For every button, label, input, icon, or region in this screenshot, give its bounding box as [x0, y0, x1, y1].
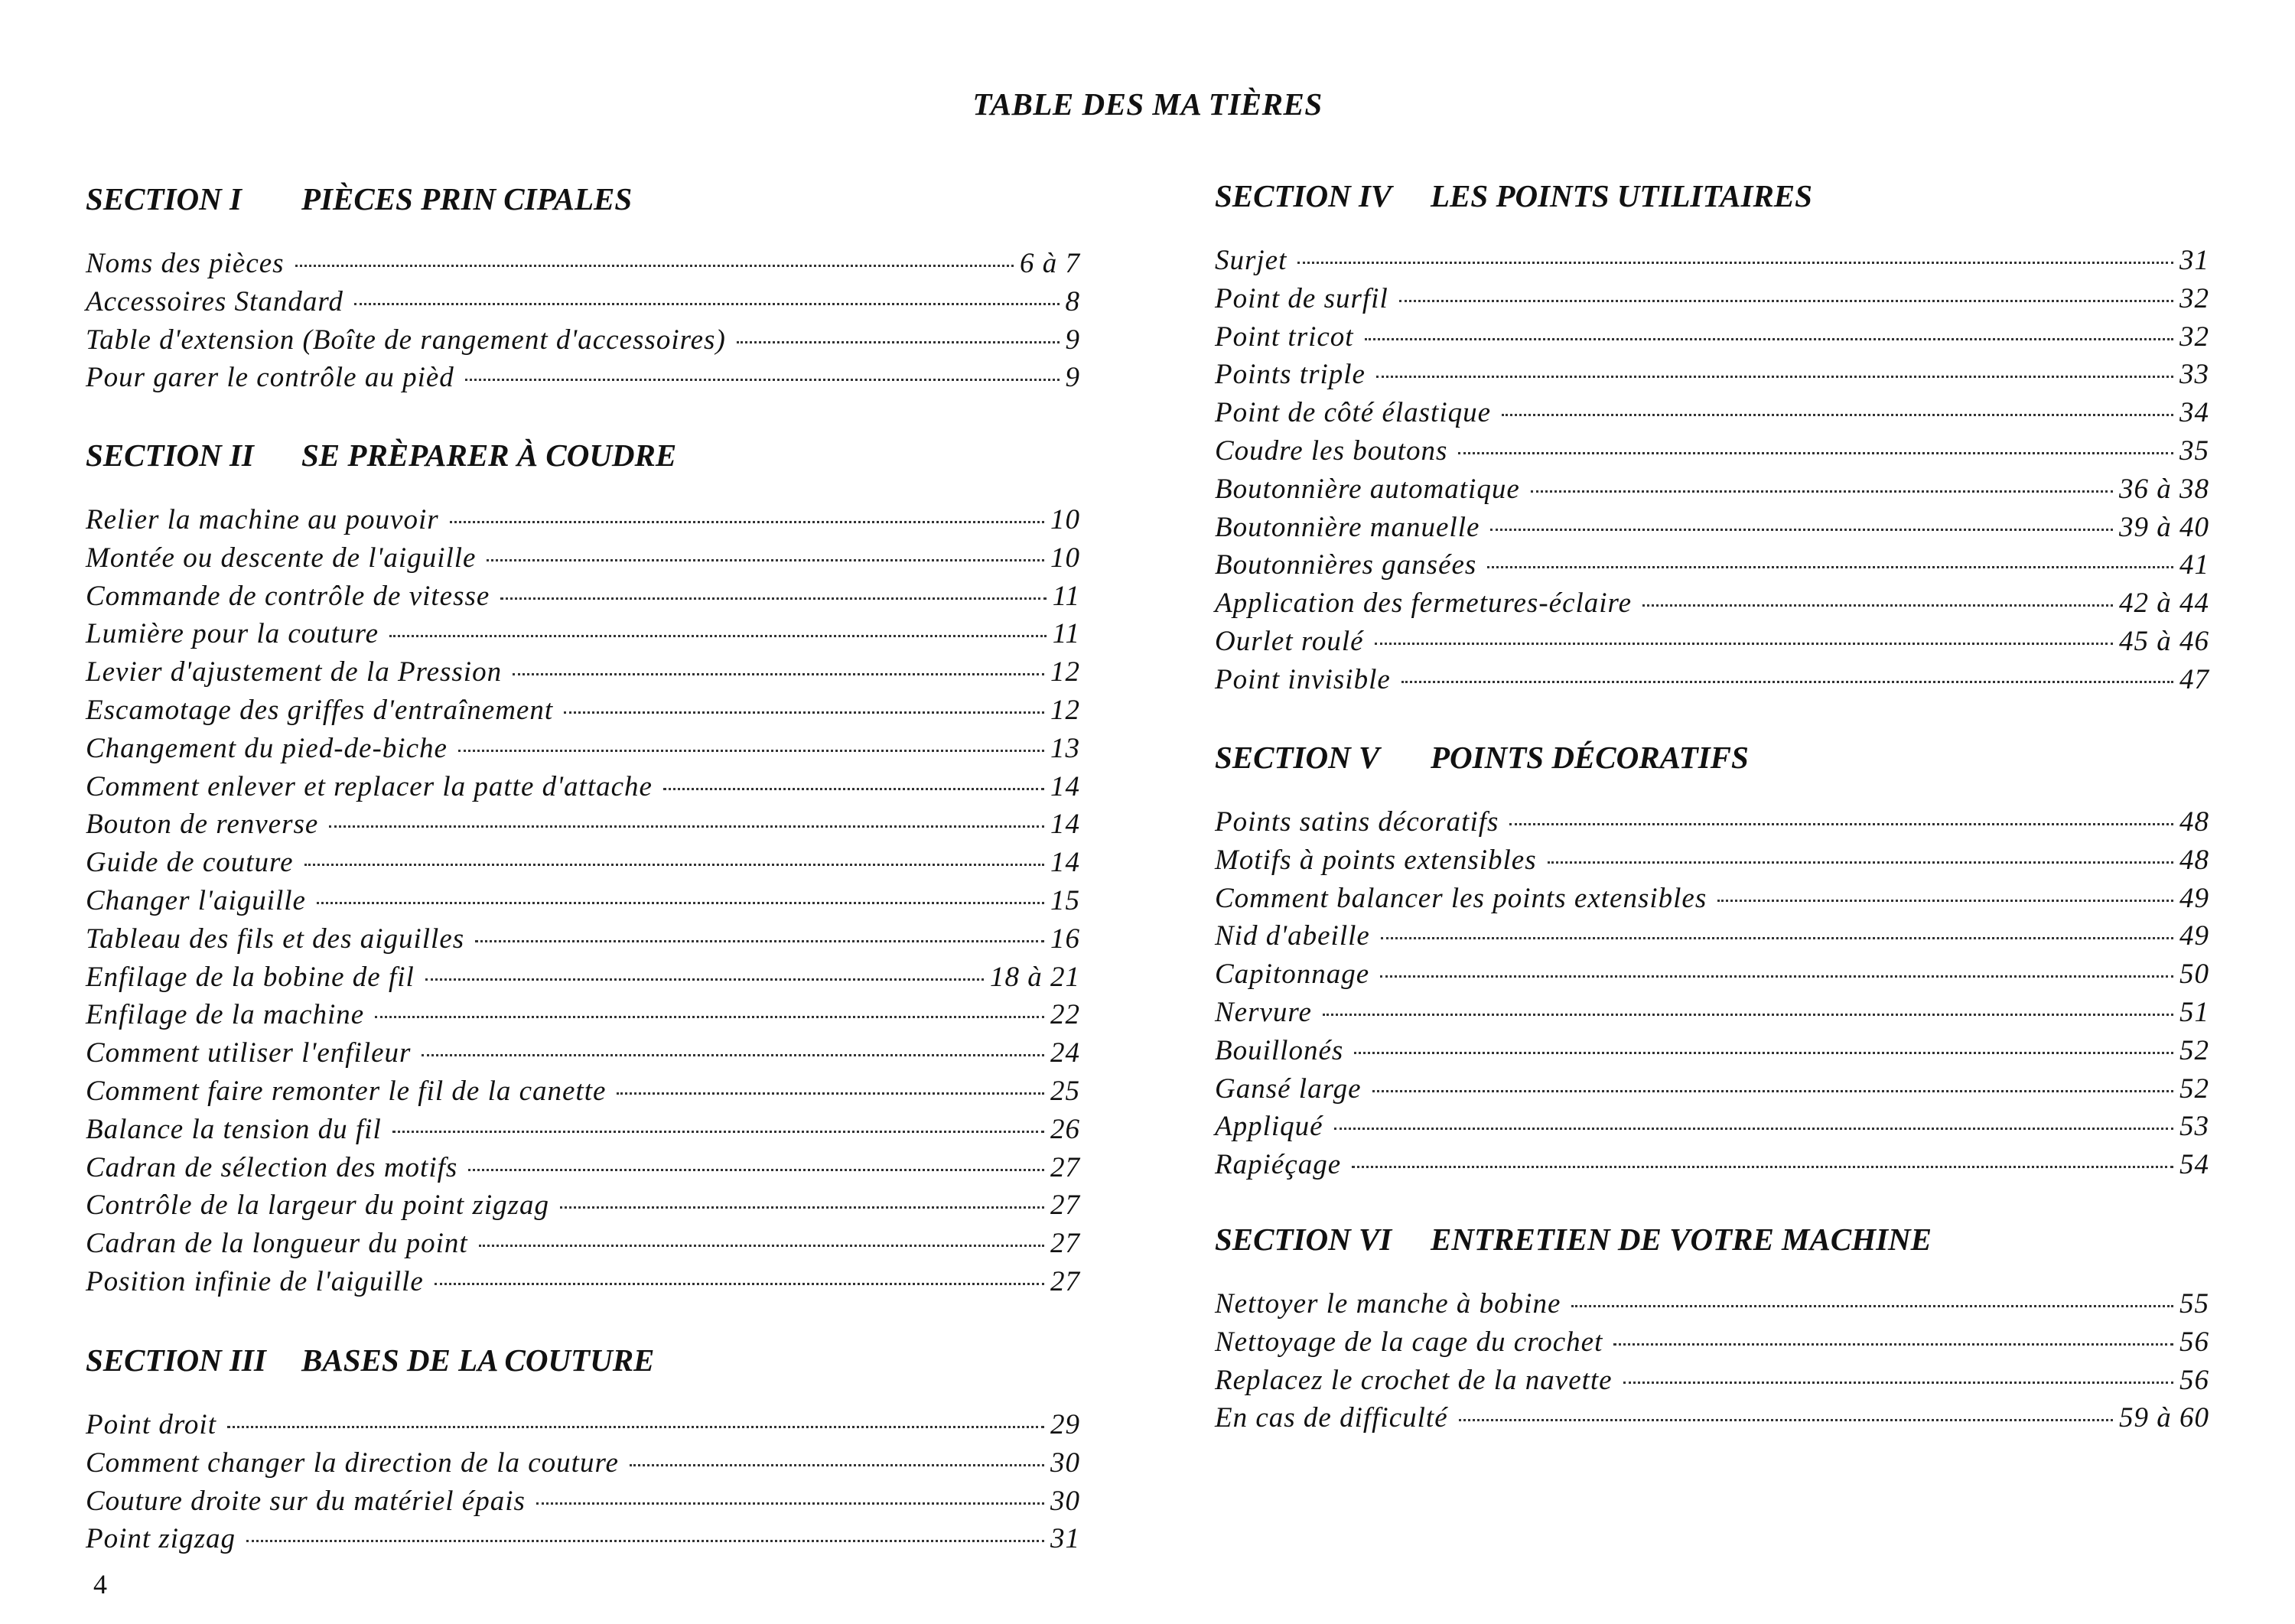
entry-title: Escamotage des griffes d'entraînement — [86, 694, 554, 726]
entry-page-number: 32 — [2179, 282, 2209, 314]
dot-leader — [389, 635, 1047, 637]
entry-title: Enfilage de la machine — [86, 999, 365, 1031]
dot-leader — [295, 265, 1014, 267]
section-number: SECTION III — [86, 1342, 266, 1378]
toc-entry — [1215, 1032, 2209, 1070]
section-number: SECTION II — [86, 438, 254, 473]
toc-entry — [1215, 280, 2209, 318]
toc-entry-list — [1215, 1285, 2209, 1437]
section-heading — [86, 1337, 1080, 1383]
section-heading — [1215, 1216, 2209, 1262]
toc-entry — [86, 1520, 1080, 1558]
dot-leader — [1297, 262, 2173, 264]
entry-title: Point invisible — [1215, 663, 1391, 695]
entry-page-number: 29 — [1050, 1409, 1080, 1440]
toc-entry — [86, 920, 1080, 958]
entry-title: Noms des pièces — [86, 248, 285, 279]
toc-entry-list — [1215, 242, 2209, 699]
entry-title: Point zigzag — [86, 1523, 236, 1555]
dot-leader — [1487, 566, 2173, 568]
dot-leader — [1642, 604, 2113, 607]
entry-page-number: 26 — [1050, 1113, 1080, 1145]
entry-page-number: 15 — [1050, 884, 1080, 916]
toc-entry — [86, 1406, 1080, 1444]
entry-title: Table d'extension (Boîte de rangement d'accessoires) — [86, 324, 726, 356]
entry-title: Balance la tension du fil — [86, 1113, 382, 1145]
entry-page-number: 14 — [1050, 770, 1080, 802]
entry-title: Gansé large — [1215, 1072, 1362, 1105]
entry-title: En cas de difficulté — [1215, 1402, 1448, 1434]
entry-page-number: 56 — [2179, 1364, 2209, 1396]
toc-entry — [86, 501, 1080, 539]
toc-entry — [86, 1034, 1080, 1072]
entry-page-number: 33 — [2179, 359, 2209, 391]
dot-leader — [560, 1206, 1044, 1209]
entry-page-number: 11 — [1052, 580, 1080, 612]
toc-entry — [86, 958, 1080, 997]
toc-entry — [86, 615, 1080, 653]
toc-entry — [86, 1111, 1080, 1149]
toc-entry — [86, 1482, 1080, 1521]
dot-leader — [1352, 1166, 2173, 1168]
toc-entry — [1215, 432, 2209, 470]
entry-title: Position infinie de l'aiguille — [86, 1265, 424, 1297]
toc-entry — [86, 882, 1080, 920]
entry-page-number: 13 — [1050, 732, 1080, 764]
entry-title: Contrôle de la largeur du point zigzag — [86, 1190, 550, 1222]
entry-page-number: 32 — [2179, 321, 2209, 353]
entry-page-number: 25 — [1050, 1075, 1080, 1107]
entry-page-number: 8 — [1065, 285, 1080, 317]
toc-entry — [1215, 623, 2209, 661]
dot-leader — [475, 940, 1044, 942]
dot-leader — [1717, 900, 2173, 902]
toc-section — [86, 176, 1080, 397]
entry-title: Enfilage de la bobine de fil — [86, 961, 415, 993]
toc-entry — [86, 1263, 1080, 1301]
entry-title: Cadran de sélection des motifs — [86, 1151, 458, 1183]
toc-entry-list — [86, 1406, 1080, 1558]
dot-leader — [1334, 1128, 2173, 1130]
dot-leader — [375, 1016, 1044, 1018]
entry-title: Comment changer la direction de la couture — [86, 1447, 619, 1479]
toc-entry — [1215, 917, 2209, 955]
entry-title: Cadran de la longueur du point — [86, 1228, 468, 1260]
toc-entry — [86, 245, 1080, 283]
entry-page-number: 30 — [1050, 1485, 1080, 1517]
section-number: SECTION V — [1215, 740, 1380, 775]
entry-title: Comment utiliser l'enfileur — [86, 1037, 412, 1069]
dot-leader — [1380, 975, 2173, 978]
entry-title: Point tricot — [1215, 321, 1354, 353]
section-heading — [1215, 734, 2209, 780]
entry-title: Application des fermetures-éclaire — [1215, 587, 1633, 620]
entry-title: Bouillonés — [1215, 1034, 1344, 1066]
entry-title: Appliqué — [1215, 1111, 1323, 1143]
entry-page-number: 14 — [1050, 809, 1080, 841]
dot-leader — [1623, 1382, 2173, 1384]
entry-title: Motifs à points extensibles — [1215, 844, 1537, 876]
toc-entry — [1215, 470, 2209, 509]
entry-title: Points triple — [1215, 359, 1366, 391]
toc-section — [1215, 173, 2209, 699]
toc-entry — [1215, 546, 2209, 584]
page-number: 4 — [93, 1569, 107, 1600]
entry-page-number: 24 — [1050, 1037, 1080, 1069]
toc-entry — [86, 283, 1080, 321]
entry-page-number: 42 à 44 — [2119, 587, 2209, 620]
dot-leader — [1372, 1090, 2173, 1092]
entry-page-number: 18 à 21 — [990, 961, 1080, 993]
toc-entry — [1215, 1285, 2209, 1323]
dot-leader — [1548, 861, 2173, 864]
dot-leader — [450, 521, 1044, 523]
dot-leader — [246, 1540, 1044, 1542]
entry-page-number: 31 — [2179, 245, 2209, 276]
toc-entry — [1215, 1070, 2209, 1108]
entry-page-number: 41 — [2179, 549, 2209, 581]
entry-page-number: 47 — [2179, 663, 2209, 695]
entry-page-number: 27 — [1050, 1151, 1080, 1183]
dot-leader — [1509, 823, 2173, 825]
entry-page-number: 52 — [2179, 1072, 2209, 1105]
entry-page-number: 39 à 40 — [2119, 511, 2209, 543]
entry-page-number: 9 — [1065, 324, 1080, 356]
toc-entry — [86, 578, 1080, 616]
toc-entry — [1215, 880, 2209, 918]
entry-page-number: 45 à 46 — [2119, 625, 2209, 657]
dot-leader — [1376, 376, 2173, 378]
dot-leader — [737, 341, 1060, 343]
dot-leader — [513, 673, 1044, 675]
toc-entry — [1215, 994, 2209, 1032]
entry-title: Comment balancer les points extensibles — [1215, 882, 1707, 914]
entry-page-number: 59 à 60 — [2119, 1402, 2209, 1434]
entry-page-number: 48 — [2179, 806, 2209, 838]
toc-entry — [1215, 394, 2209, 432]
entry-page-number: 11 — [1052, 618, 1080, 650]
section-title: POINTS DÉCORATIFS — [1431, 740, 1749, 775]
entry-title: Replacez le crochet de la navette — [1215, 1364, 1613, 1396]
page-title: TABLE DES MA TIÈRES — [972, 86, 1323, 122]
toc-entry-list — [86, 245, 1080, 397]
entry-page-number: 31 — [1050, 1523, 1080, 1555]
toc-entry — [86, 768, 1080, 806]
dot-leader — [1458, 452, 2173, 454]
toc-entry — [1215, 841, 2209, 880]
toc-entry — [1215, 1108, 2209, 1146]
section-heading — [86, 176, 1080, 222]
dot-leader — [617, 1092, 1044, 1095]
dot-leader — [1365, 338, 2173, 340]
dot-leader — [392, 1131, 1044, 1133]
entry-title: Rapiéçage — [1215, 1149, 1342, 1181]
entry-page-number: 12 — [1050, 694, 1080, 726]
dot-leader — [329, 825, 1044, 828]
section-number: SECTION I — [86, 181, 242, 216]
entry-title: Changement du pied-de-biche — [86, 732, 448, 764]
entry-title: Point de côté élastique — [1215, 397, 1492, 429]
entry-page-number: 53 — [2179, 1111, 2209, 1143]
toc-entry — [86, 996, 1080, 1034]
dot-leader — [536, 1502, 1044, 1505]
dot-leader — [317, 902, 1044, 904]
entry-title: Boutonnières gansées — [1215, 549, 1477, 581]
entry-title: Couture droite sur du matériel épais — [86, 1485, 526, 1517]
entry-title: Nervure — [1215, 996, 1312, 1028]
entry-page-number: 34 — [2179, 397, 2209, 429]
section-heading — [86, 432, 1080, 478]
toc-section — [86, 1337, 1080, 1558]
toc-entry-list — [86, 501, 1080, 1301]
toc-entry — [1215, 584, 2209, 623]
toc-entry — [1215, 242, 2209, 280]
toc-entry — [86, 1149, 1080, 1187]
entry-title: Levier d'ajustement de la Pression — [86, 656, 503, 688]
toc-entry — [86, 844, 1080, 882]
toc-entry — [1215, 1362, 2209, 1400]
toc-entry — [86, 1225, 1080, 1263]
entry-title: Point de surfil — [1215, 282, 1388, 314]
dot-leader — [227, 1426, 1044, 1428]
entry-title: Comment enlever et replacer la patte d'attache — [86, 770, 653, 802]
dot-leader — [425, 978, 984, 981]
entry-page-number: 54 — [2179, 1149, 2209, 1181]
dot-leader — [435, 1283, 1044, 1285]
entry-page-number: 6 à 7 — [1020, 248, 1080, 279]
entry-page-number: 48 — [2179, 844, 2209, 876]
entry-title: Ourlet roulé — [1215, 625, 1364, 657]
section-number: SECTION VI — [1215, 1222, 1392, 1257]
entry-title: Pour garer le contrôle au pièd — [86, 362, 454, 394]
toc-entry — [86, 321, 1080, 360]
entry-title: Point droit — [86, 1409, 216, 1440]
entry-title: Changer l'aiguille — [86, 884, 306, 916]
entry-title: Surjet — [1215, 245, 1287, 276]
entry-page-number: 49 — [2179, 882, 2209, 914]
toc-entry — [86, 359, 1080, 397]
section-number: SECTION IV — [1215, 178, 1392, 213]
toc-entry — [1215, 318, 2209, 356]
entry-page-number: 22 — [1050, 999, 1080, 1031]
dot-leader — [1531, 490, 2113, 493]
entry-page-number: 36 à 38 — [2119, 473, 2209, 505]
entry-page-number: 50 — [2179, 958, 2209, 991]
dot-leader — [1381, 937, 2173, 939]
toc-entry — [1215, 356, 2209, 394]
toc-entry — [1215, 509, 2209, 547]
entry-title: Accessoires Standard — [86, 285, 343, 317]
entry-title: Relier la machine au pouvoir — [86, 504, 439, 535]
toc-section — [1215, 734, 2209, 1184]
entry-title: Nettoyage de la cage du crochet — [1215, 1326, 1603, 1358]
dot-leader — [354, 303, 1060, 305]
toc-entry — [86, 730, 1080, 768]
section-heading — [1215, 173, 2209, 219]
entry-page-number: 27 — [1050, 1190, 1080, 1222]
entry-page-number: 49 — [2179, 920, 2209, 952]
section-title: PIÈCES PRIN CIPALES — [301, 181, 633, 216]
entry-title: Coudre les boutons — [1215, 434, 1448, 467]
dot-leader — [1490, 529, 2113, 531]
entry-page-number: 14 — [1050, 847, 1080, 879]
entry-page-number: 10 — [1050, 542, 1080, 574]
toc-entry — [86, 1186, 1080, 1225]
entry-title: Comment faire remonter le fil de la canette — [86, 1075, 607, 1107]
dot-leader — [479, 1245, 1044, 1247]
section-title: BASES DE LA COUTURE — [301, 1342, 655, 1378]
toc-entry — [86, 692, 1080, 730]
entry-title: Boutonnière automatique — [1215, 473, 1520, 505]
dot-leader — [1459, 1419, 2113, 1421]
toc-entry — [1215, 955, 2209, 994]
toc-entry — [1215, 661, 2209, 699]
section-title: ENTRETIEN DE VOTRE MACHINE — [1431, 1222, 1932, 1257]
entry-page-number: 56 — [2179, 1326, 2209, 1358]
dot-leader — [487, 559, 1044, 561]
entry-title: Bouton de renverse — [86, 809, 319, 841]
dot-leader — [1502, 414, 2173, 416]
dot-leader — [422, 1054, 1044, 1056]
toc-entry — [86, 1072, 1080, 1111]
entry-title: Capitonnage — [1215, 958, 1370, 991]
toc-section — [86, 432, 1080, 1301]
entry-title: Montée ou descente de l'aiguille — [86, 542, 477, 574]
entry-page-number: 30 — [1050, 1447, 1080, 1479]
dot-leader — [465, 379, 1060, 381]
dot-leader — [1399, 300, 2173, 302]
entry-title: Lumière pour la couture — [86, 618, 379, 650]
entry-page-number: 9 — [1065, 362, 1080, 394]
dot-leader — [1401, 681, 2173, 683]
dot-leader — [663, 788, 1044, 790]
toc-entry — [86, 805, 1080, 844]
toc-entry — [1215, 803, 2209, 841]
toc-entry — [86, 653, 1080, 692]
entry-page-number: 52 — [2179, 1034, 2209, 1066]
dot-leader — [500, 597, 1046, 600]
toc-section — [1215, 1216, 2209, 1437]
dot-leader — [1375, 643, 2113, 645]
dot-leader — [630, 1464, 1044, 1466]
section-title: LES POINTS UTILITAIRES — [1431, 178, 1812, 213]
entry-page-number: 12 — [1050, 656, 1080, 688]
dot-leader — [564, 711, 1044, 714]
entry-page-number: 16 — [1050, 923, 1080, 955]
entry-page-number: 10 — [1050, 504, 1080, 535]
entry-title: Points satins décoratifs — [1215, 806, 1499, 838]
entry-page-number: 27 — [1050, 1265, 1080, 1297]
dot-leader — [1354, 1052, 2173, 1054]
entry-title: Guide de couture — [86, 847, 294, 879]
section-title: SE PRÈPARER À COUDRE — [301, 438, 677, 473]
entry-title: Nettoyer le manche à bobine — [1215, 1288, 1561, 1320]
toc-entry-list — [1215, 803, 2209, 1184]
dot-leader — [458, 750, 1044, 752]
toc-entry — [1215, 1399, 2209, 1437]
dot-leader — [468, 1169, 1044, 1171]
entry-title: Tableau des fils et des aiguilles — [86, 923, 465, 955]
dot-leader — [1571, 1305, 2173, 1307]
dot-leader — [1613, 1343, 2173, 1346]
toc-entry — [86, 539, 1080, 578]
dot-leader — [1323, 1014, 2173, 1016]
entry-page-number: 35 — [2179, 434, 2209, 467]
entry-page-number: 51 — [2179, 996, 2209, 1028]
toc-entry — [86, 1444, 1080, 1482]
toc-entry — [1215, 1323, 2209, 1362]
entry-title: Nid d'abeille — [1215, 920, 1370, 952]
dot-leader — [304, 864, 1045, 866]
toc-entry — [1215, 1146, 2209, 1184]
entry-page-number: 27 — [1050, 1228, 1080, 1260]
entry-title: Boutonnière manuelle — [1215, 511, 1480, 543]
entry-page-number: 55 — [2179, 1288, 2209, 1320]
entry-title: Commande de contrôle de vitesse — [86, 580, 490, 612]
